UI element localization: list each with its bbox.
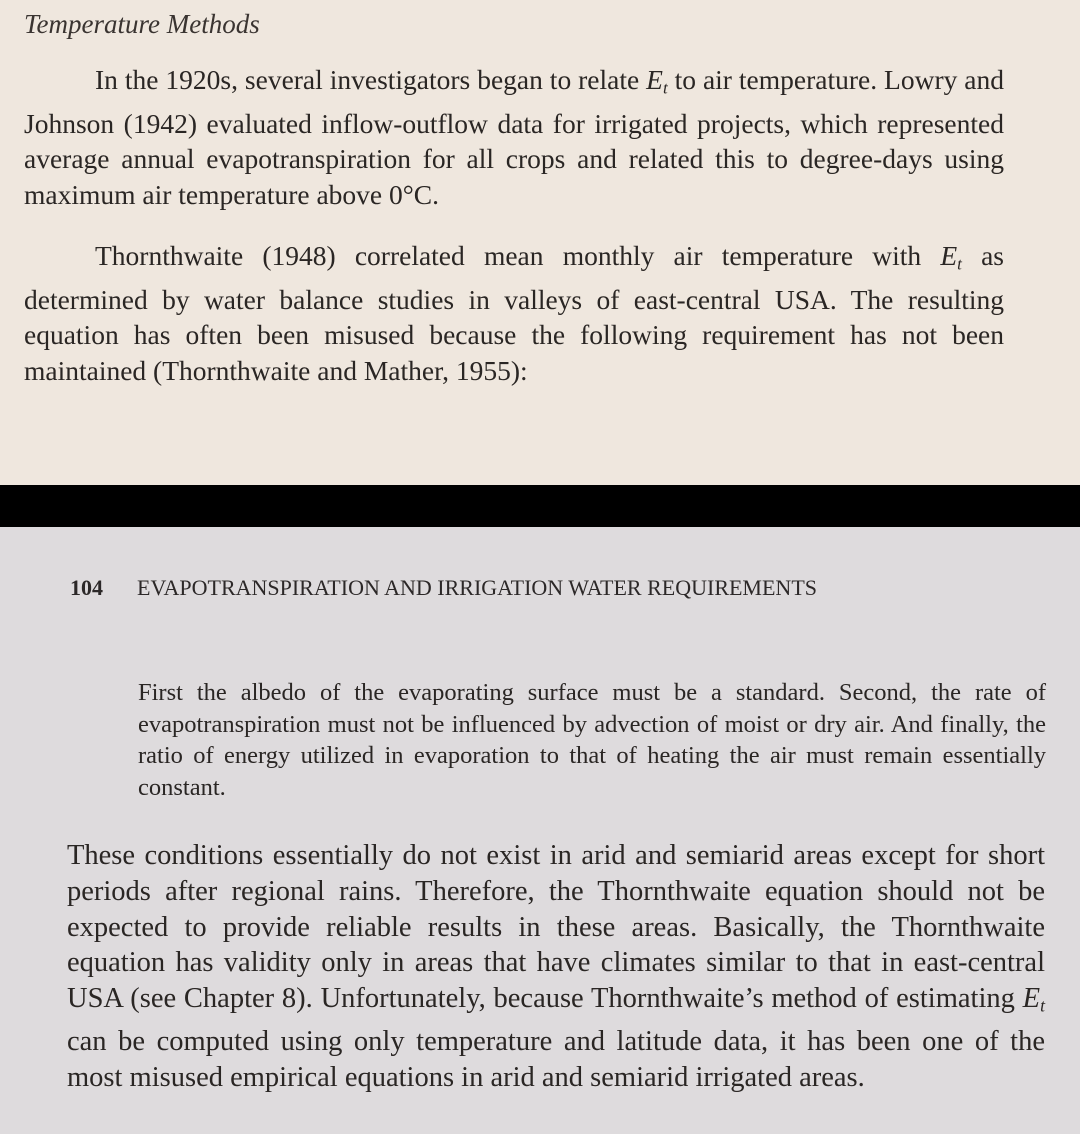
variable-symbol: E	[940, 240, 958, 271]
paragraph-3	[67, 838, 1045, 1096]
variable-et	[1023, 983, 1045, 1014]
running-head	[70, 575, 817, 601]
variable-et	[646, 64, 668, 98]
variable-symbol: E	[1022, 983, 1041, 1015]
section-heading: Temperature Methods	[24, 9, 260, 39]
variable-subscript: t	[957, 254, 962, 274]
variable-subscript: t	[1040, 995, 1045, 1016]
bottom-page	[0, 527, 1080, 1134]
paragraph-1-text-b: to air temperature. Lowry and Johnson (1942) evaluated inflow-outflow data for irrigated projects, which represented average annual evapotranspiration for all crops and related this to degree-days using maximum air temperature above 0°C.	[24, 64, 1004, 211]
variable-symbol: E	[646, 64, 663, 95]
paragraph-3-text-a: These conditions essentially do not exist in arid and semiarid areas except for short periods after regional rains. Therefore, the Thornthwaite equation should not be expected to provide reliable results in these areas. Basically, the Thornthwaite equation has validity only in areas that have climates similar to that in east-central USA (see Chapter 8). Unfortunately, because Thornthwaite’s method of estimating	[67, 840, 1045, 1015]
paragraph-1-text-a: In the 1920s, several investigators began to relate	[95, 64, 647, 95]
variable-et	[940, 240, 962, 274]
page-divider-bar	[0, 485, 1080, 527]
page-number: 104	[70, 575, 103, 600]
block-quote: First the albedo of the evaporating surface must be a standard. Second, the rate of evapotranspiration must not be influenced by advection of moist or dry air. And finally, the ratio of energy utilized in evaporation to that of heating the air must remain essentially constant.	[138, 679, 1046, 801]
paragraph-3-text-b: can be computed using only temperature and latitude data, it has been one of the most misused empirical equations in arid and semiarid irrigated areas.	[67, 1026, 1045, 1094]
paragraph-2-text-b: as determined by water balance studies in valleys of east-central USA. The resulting equation has often been misused because the following requirement has not been maintained (Thornthwaite and Mather, 1955):	[24, 240, 1004, 387]
paragraph-2	[24, 238, 1004, 389]
running-head-title: EVAPOTRANSPIRATION AND IRRIGATION WATER REQUIREMENTS	[137, 575, 817, 600]
variable-subscript: t	[662, 78, 668, 98]
paragraph-1	[24, 62, 1004, 213]
top-page	[0, 0, 1080, 485]
paragraph-2-text-a: Thornthwaite (1948) correlated mean monthly air temperature with	[95, 240, 941, 271]
